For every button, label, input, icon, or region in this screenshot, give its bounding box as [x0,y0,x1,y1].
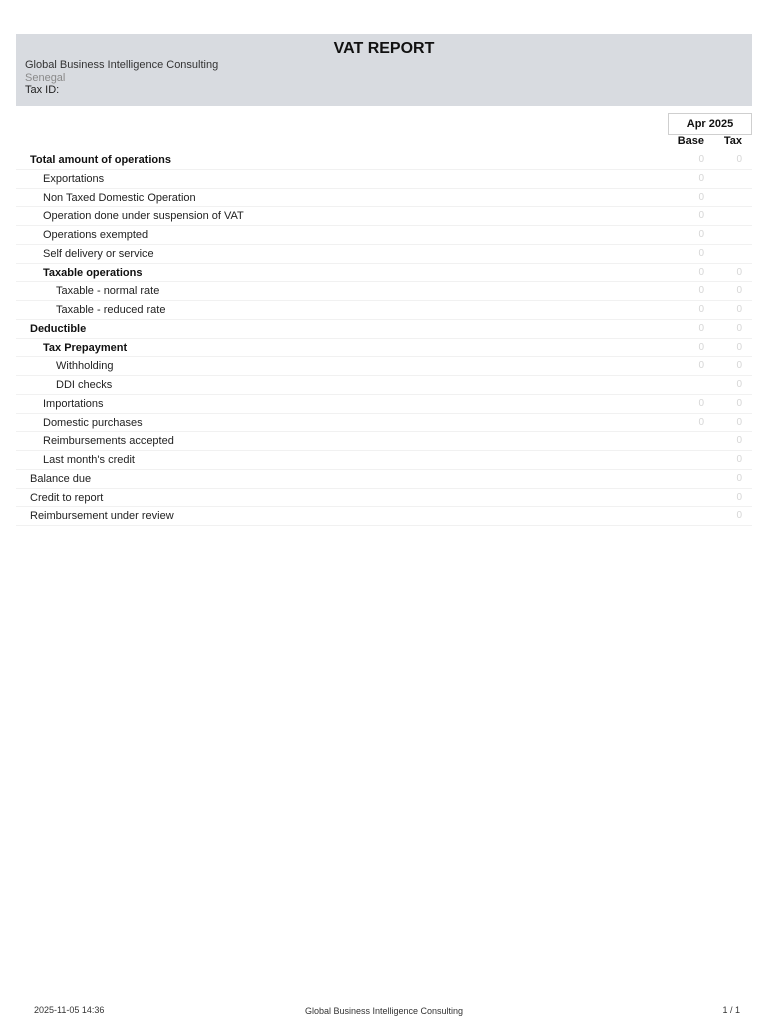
column-header-tax: Tax [723,135,742,147]
company-info [25,59,218,97]
table-row [16,432,752,451]
row-label: Self delivery or service [43,247,154,260]
table-row [16,264,752,283]
row-label: Reimbursements accepted [43,435,174,448]
row-base-value: 0 [698,341,704,353]
row-base-value: 0 [698,266,704,278]
tax-id-label: Tax ID: [25,84,60,96]
row-label: DDI checks [56,379,113,391]
row-label: Taxable - normal rate [56,285,160,298]
table-row [16,470,752,489]
row-label: Tax Prepayment [43,341,128,354]
report-header [16,34,752,106]
row-label: Non Taxed Domestic Operation [43,191,196,204]
row-base-value: 0 [698,285,704,297]
table-row [16,170,752,189]
row-label: Exportations [43,172,105,185]
report-title: VAT REPORT [333,40,435,57]
table-row [16,507,752,526]
row-tax-value: 0 [736,472,742,484]
row-base-value: 0 [698,397,704,409]
row-tax-value: 0 [736,379,742,390]
row-base-value: 0 [698,360,704,372]
row-base-value: 0 [698,416,704,428]
table-row [16,414,752,433]
row-label: Reimbursement under review [30,510,174,523]
row-tax-value: 0 [736,266,742,278]
row-label: Taxable operations [43,266,143,279]
row-label: Operations exempted [43,229,149,241]
row-tax-value: 0 [736,285,742,297]
row-tax-value: 0 [736,322,742,334]
row-label: Balance due [30,472,92,485]
row-base-value: 0 [698,304,704,315]
row-label: Deductible [30,322,87,335]
table-row [16,151,752,170]
row-label: Importations [43,397,104,410]
row-tax-value: 0 [736,435,742,447]
row-tax-value: 0 [736,510,742,522]
period-header: Apr 2025 [668,113,752,135]
row-label: Withholding [56,360,114,373]
row-label: Total amount of operations [30,154,171,166]
footer-timestamp: 2025-11-05 14:36 [34,1005,105,1015]
row-base-value: 0 [698,322,704,334]
table-row [16,376,752,395]
company-country: Senegal [25,71,66,84]
row-label: Taxable - reduced rate [56,304,166,316]
table-row [16,320,752,339]
row-tax-value: 0 [736,154,742,165]
table-row [16,339,752,358]
table-row [16,207,752,226]
row-tax-value: 0 [736,304,742,315]
row-tax-value: 0 [736,341,742,353]
column-header-base: Base [677,135,704,147]
row-label: Credit to report [30,491,104,504]
row-tax-value: 0 [736,416,742,428]
row-label: Operation done under suspension of VAT [43,210,244,223]
table-row [16,245,752,264]
table-row [16,357,752,376]
company-name: Global Business Intelligence Consulting [25,59,219,71]
footer-company: Global Business Intelligence Consulting [304,1006,464,1016]
table-row [16,282,752,301]
row-base-value: 0 [698,229,704,240]
table-row [16,189,752,208]
row-base-value: 0 [698,247,704,259]
table-row [16,451,752,470]
table-row [16,489,752,508]
row-tax-value: 0 [736,360,742,372]
table-row [16,395,752,414]
table-row [16,226,752,245]
row-base-value: 0 [698,191,704,203]
row-tax-value: 0 [736,397,742,409]
table-row [16,301,752,320]
row-base-value: 0 [698,172,704,184]
row-tax-value: 0 [736,454,742,465]
footer-page-number: 1 / 1 [722,1005,740,1015]
row-label: Last month's credit [43,454,135,466]
row-tax-value: 0 [736,491,742,503]
row-label: Domestic purchases [43,416,143,429]
row-base-value: 0 [698,210,704,222]
vat-table [16,151,752,526]
row-base-value: 0 [698,154,704,165]
